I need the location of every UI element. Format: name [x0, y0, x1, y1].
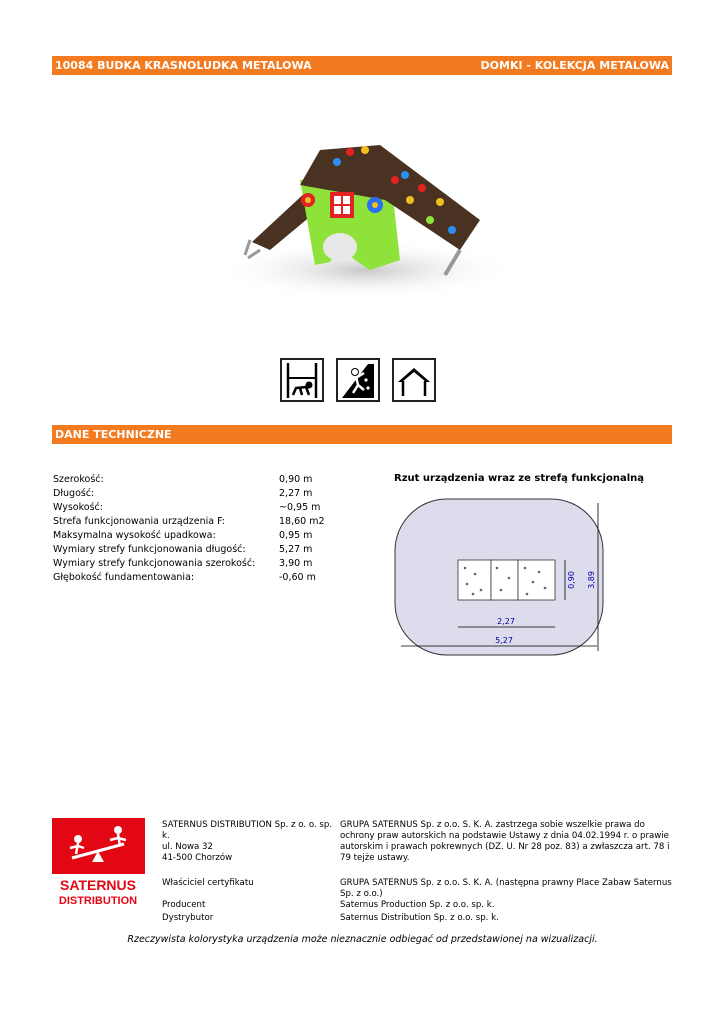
- spec-label: Głębokość fundamentowania:: [53, 572, 195, 583]
- spec-label: Wysokość:: [53, 502, 103, 513]
- width-dimension: 0,90: [567, 571, 576, 589]
- zone-length-dimension: 5,27: [495, 636, 513, 645]
- section-bar: [52, 425, 672, 444]
- zone-width-dimension: 3,89: [587, 571, 596, 589]
- spec-value: -0,60 m: [279, 572, 316, 583]
- length-dimension: 2,27: [497, 617, 515, 626]
- spec-label: Szerokość:: [53, 474, 104, 485]
- spec-label: Strefa funkcjonowania urządzenia F:: [53, 516, 225, 527]
- spec-label: Wymiary strefy funkcjonowania szerokość:: [53, 558, 256, 569]
- crawl-icon: [280, 358, 324, 402]
- spec-value: 2,27 m: [279, 488, 313, 499]
- spec-row: [53, 557, 353, 571]
- spec-value: 0,95 m: [279, 530, 313, 541]
- logo-line-1: SATERNUS: [60, 877, 136, 893]
- section-title: DANE TECHNICZNE: [55, 428, 172, 441]
- spec-row: [53, 515, 353, 529]
- plan-title: Rzut urządzenia wraz ze strefą funkcjonalną: [394, 473, 645, 484]
- spec-value: 0,90 m: [279, 474, 313, 485]
- spec-value: 18,60 m2: [279, 516, 325, 527]
- owner-value: GRUPA SATERNUS Sp. z o.o. S. K. A. (następna prawny Place Zabaw Saternus Sp. z o.o.): [340, 878, 672, 899]
- product-title: 10084 BUDKA KRASNOLUDKA METALOWA: [55, 59, 312, 72]
- roof-house-icon: [392, 358, 436, 402]
- distributor-value: Saternus Distribution Sp. z o.o. sp. k.: [340, 913, 499, 923]
- spec-row: [53, 473, 353, 487]
- collection-title: DOMKI - KOLEKCJA METALOWA: [480, 59, 669, 72]
- company-name: SATERNUS DISTRIBUTION Sp. z o. o. sp. k.: [162, 820, 333, 841]
- company-city: 41-500 Chorzów: [162, 853, 233, 863]
- disclaimer: Rzeczywista kolorystyka urządzenia może nieznacznie odbiegać od przedstawionej na wizualizacji.: [127, 934, 598, 945]
- climbing-icon: [336, 358, 380, 402]
- distributor-label: Dystrybutor: [162, 913, 214, 923]
- spec-label: Maksymalna wysokość upadkowa:: [53, 530, 216, 541]
- spec-label: Długość:: [53, 488, 95, 499]
- spec-row: [53, 571, 353, 585]
- plan-drawing: [393, 496, 608, 661]
- company-street: ul. Nowa 32: [162, 842, 213, 852]
- spec-row: [53, 487, 353, 501]
- pictogram-row: [280, 358, 436, 402]
- spec-label: Wymiary strefy funkcjonowania długość:: [53, 544, 246, 555]
- spec-value: 5,27 m: [279, 544, 313, 555]
- spec-value: ~0,95 m: [279, 502, 321, 513]
- spec-row: [53, 501, 353, 515]
- saternus-logo: [52, 818, 145, 907]
- spec-row: [53, 543, 353, 557]
- copyright-notice: GRUPA SATERNUS Sp. z o.o. S. K. A. zastrzega sobie wszelkie prawa do ochrony praw autorskich na podstawie Ustawy z dnia 04.02.1994 r. o prawie autorskim i prawach pokrewnych (DZ. U. Nr 28 poz. 83) a zwłaszcza art. 78 i 79 tejże ustawy.: [340, 820, 670, 863]
- company-address: [162, 820, 342, 864]
- spec-table: [53, 473, 353, 585]
- producer-value: Saternus Production Sp. z o.o. sp. k.: [340, 900, 495, 910]
- spec-row: [53, 529, 353, 543]
- owner-label: Właściciel certyfikatu: [162, 878, 254, 888]
- header-bar: [52, 56, 672, 75]
- spec-value: 3,90 m: [279, 558, 313, 569]
- logo-line-2: DISTRIBUTION: [58, 895, 138, 907]
- producer-label: Producent: [162, 900, 206, 910]
- product-image: [190, 80, 535, 342]
